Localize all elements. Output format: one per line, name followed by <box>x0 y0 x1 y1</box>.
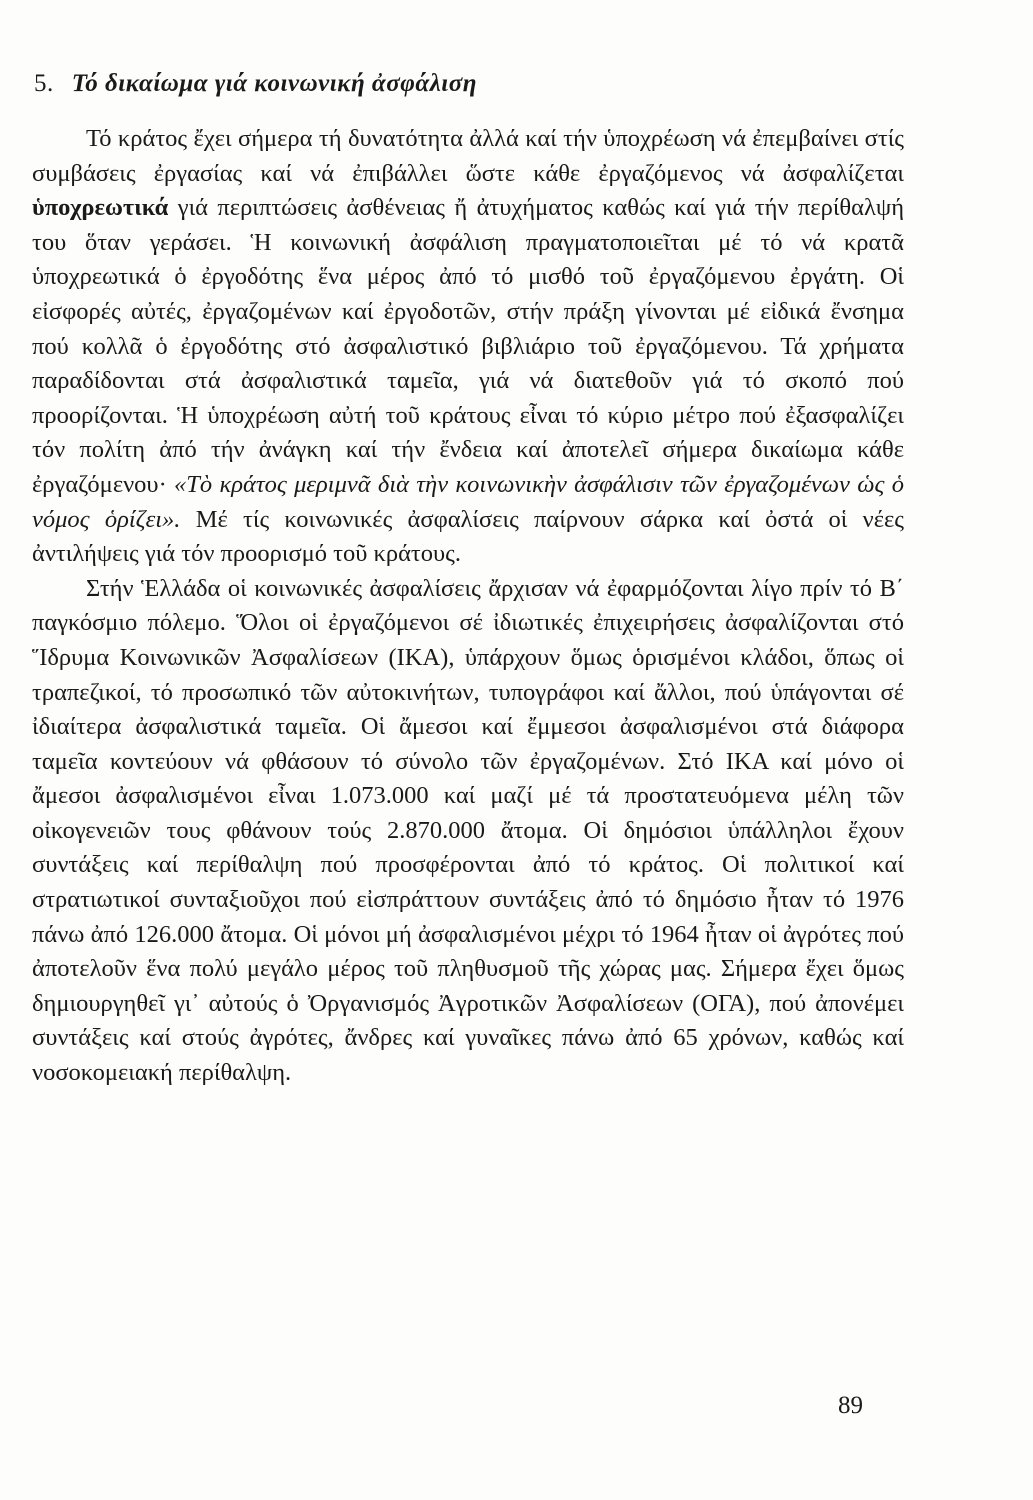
constitution-quote: «Τὸ κράτος μεριμνᾶ διὰ τὴν κοινωνικὴν ἀσφάλισιν τῶν ἐργαζομένων ὡς ὁ νόμος ὁρίζει». <box>32 470 904 533</box>
paragraph-1-part-a: Τό κράτος ἔχει σήμερα τή δυνατότητα ἀλλά καί τήν ὑποχρέωση νά ἐπεμβαίνει στίς συμβάσεις ἐργασίας καί νά ἐπιβάλλει ὥστε κάθε ἐργαζόμενος νά ἀσφαλίζεται <box>32 125 904 187</box>
paragraph-2: Στήν Ἑλλάδα οἱ κοινωνικές ἀσφαλίσεις ἄρχισαν νά ἐφαρμόζονται λίγο πρίν τό Β΄ παγκόσμιο πόλεμο. Ὅλοι οἱ ἐργαζόμενοι σέ ἰδιωτικές ἐπιχειρήσεις ἀσφαλίζονται στό Ἵδρυμα Κοινωνικῶν Ἀσφαλίσεων (ΙΚΑ), ὑπάρχουν ὅμως ὁρισμένοι κλάδοι, ὅπως οἱ τραπεζικοί, τό προσωπικό τῶν αὐτοκινήτων, τυπογράφοι καί ἄλλοι, πού ὑπάγονται σέ ἰδιαίτερα ἀσφαλιστικά ταμεῖα. Οἱ ἄμεσοι καί ἔμμεσοι ἀσφαλισμένοι στά διάφορα ταμεῖα κοντεύουν νά φθάσουν τό σύνολο τῶν ἐργαζομένων. Στό ΙΚΑ καί μόνο οἱ ἄμεσοι ἀσφαλισμένοι εἶναι 1.073.000 καί μαζί μέ τά προστατευόμενα μέλη τῶν οἰκογενειῶν τους φθάνουν τούς 2.870.000 ἄτομα. Οἱ δημόσιοι ὑπάλληλοι ἔχουν συντάξεις καί περίθαλψη πού προσφέρονται ἀπό τό κράτος. Οἱ πολιτικοί καί στρατιωτικοί συνταξιοῦχοι πού εἰσπράττουν συντάξεις ἀπό τό δημόσιο ἦταν τό 1976 πάνω ἀπό 126.000 ἄτομα. Οἱ μόνοι μή ἀσφαλισμένοι μέχρι τό 1964 ἦταν οἱ ἀγρότες πού ἀποτελοῦν ἕνα πολύ μεγάλο μέρος τοῦ πληθυσμοῦ τῆς χώρας μας. Σήμερα ἔχει ὅμως δημιουργηθεῖ γι᾽ αὐτούς ὁ Ὀργανισμός Ἀγροτικῶν Ἀσφαλίσεων (ΟΓΑ), πού ἀπονέμει συντάξεις καί στούς ἀγρότες, ἄνδρες καί γυναῖκες πάνω ἀπό 65 χρόνων, καθώς καί νοσοκομειακή περίθαλψη. <box>32 574 904 1087</box>
body-text <box>32 122 904 1091</box>
section-title: Τό δικαίωμα γιά κοινωνική ἀσφάλιση <box>71 70 477 97</box>
section-number: 5. <box>34 70 54 97</box>
paragraph-1-emphasis: ὑποχρεωτικά <box>32 194 169 222</box>
paragraph-1 <box>32 122 904 572</box>
page-number: 89 <box>838 1392 863 1419</box>
paragraph-1-part-b: γιά περιπτώσεις ἀσθένειας ἤ ἀτυχήματος καθώς καί γιά τήν περίθαλψή του ὅταν γεράσει. Ἡ κοινωνική ἀσφάλιση πραγματοποιεῖται μέ τό νά κρατᾶ ὑποχρεωτικά ὁ ἐργοδότης ἕνα μέρος ἀπό τό μισθό τοῦ ἐργαζόμενου ἐργάτη. Οἱ εἰσφορές αὐτές, ἐργαζομένων καί ἐργοδοτῶν, στήν πράξη γίνονται μέ εἰδικά ἔνσημα πού κολλᾶ ὁ ἐργοδότης στό ἀσφαλιστικό βιβλιάριο τοῦ ἐργαζόμενου. Τά χρήματα παραδίδονται στά ἀσφαλιστικά ταμεῖα, γιά νά διατεθοῦν γιά τό σκοπό πού προορίζονται. Ἡ ὑποχρέωση αὐτή τοῦ κράτους εἶναι τό κύριο μέτρο πού ἐξασφαλίζει τόν πολίτη ἀπό τήν ἀνάγκη καί τήν ἔνδεια καί ἀποτελεῖ σήμερα δικαίωμα κάθε ἐργαζόμενου· <box>32 194 905 498</box>
section-heading <box>34 70 477 98</box>
paragraph-1-part-c: Μέ τίς κοινωνικές ἀσφαλίσεις παίρνουν σάρκα καί ὀστά οἱ νέες ἀντιλήψεις γιά τόν προορισμό τοῦ κράτους. <box>32 505 905 568</box>
